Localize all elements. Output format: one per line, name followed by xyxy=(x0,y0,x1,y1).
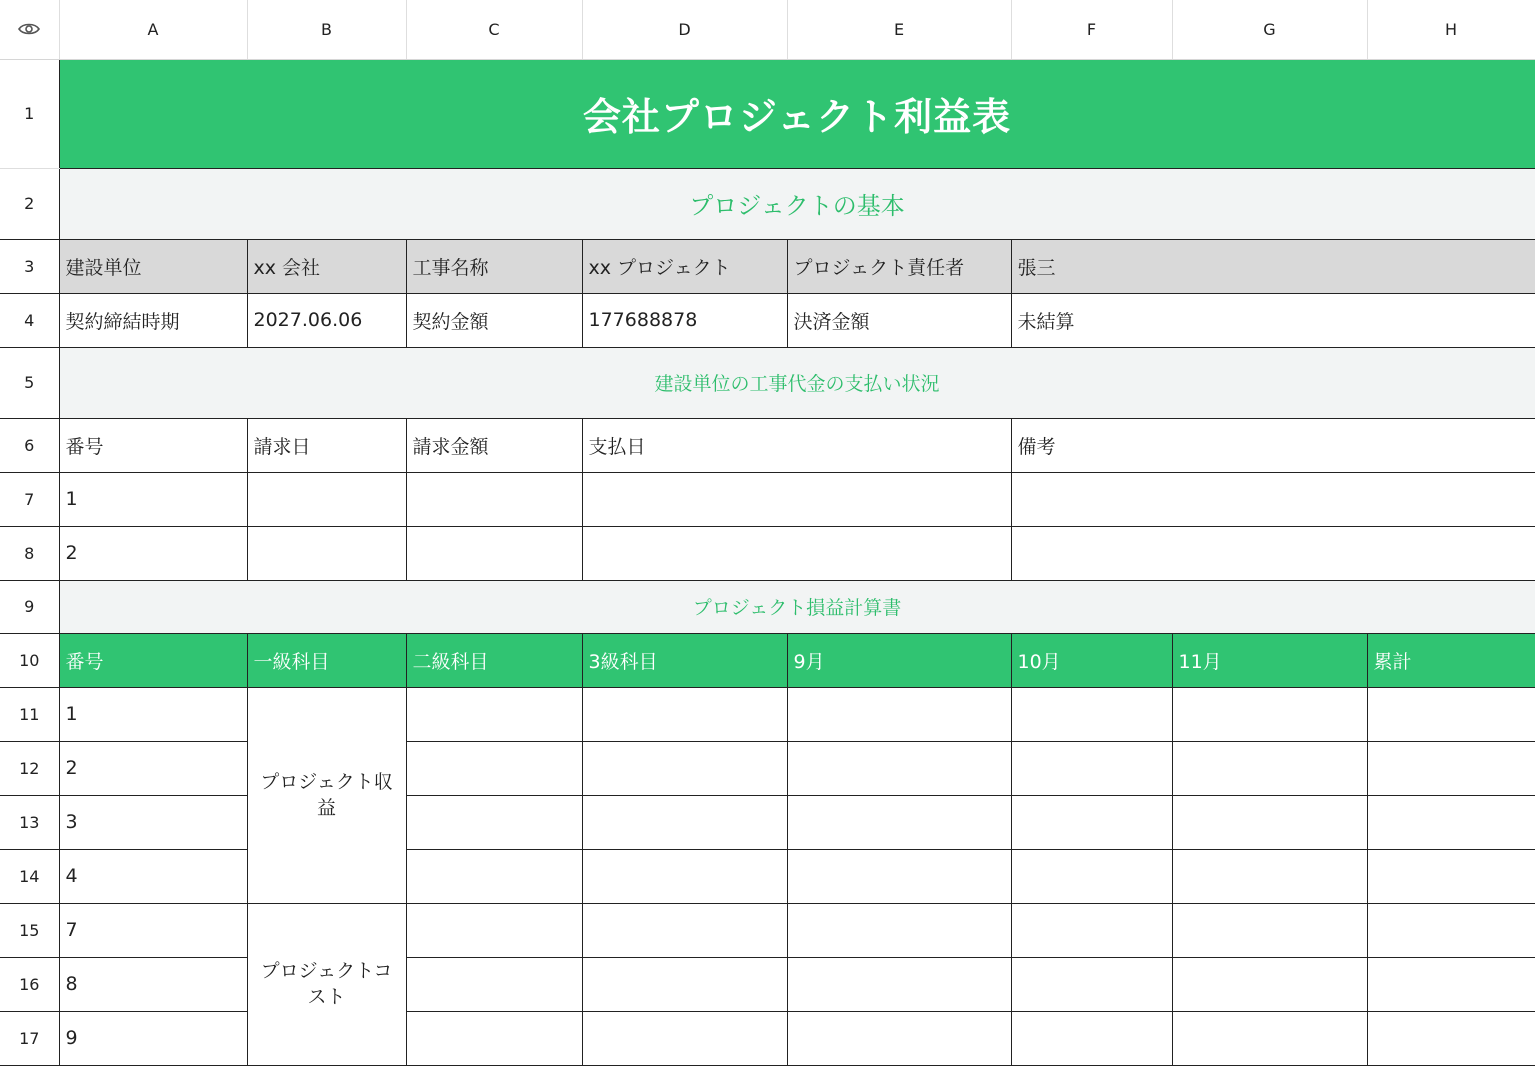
row-header-9[interactable]: 9 xyxy=(0,580,59,633)
cell-e4[interactable]: 決済金額 xyxy=(787,293,1011,347)
cell-b11-revenue[interactable]: プロジェクト収益 xyxy=(247,687,406,903)
row-header-4[interactable]: 4 xyxy=(0,293,59,347)
cell-f15[interactable] xyxy=(1011,903,1172,957)
cell-h14[interactable] xyxy=(1367,849,1535,903)
cell-a17[interactable]: 9 xyxy=(59,1011,247,1065)
cell-h11[interactable] xyxy=(1367,687,1535,741)
cell-f13[interactable] xyxy=(1011,795,1172,849)
cell-h17[interactable] xyxy=(1367,1011,1535,1065)
cell-b7[interactable] xyxy=(247,472,406,526)
cell-a16[interactable]: 8 xyxy=(59,957,247,1011)
cell-f10[interactable]: 10月 xyxy=(1011,633,1172,687)
cell-a11[interactable]: 1 xyxy=(59,687,247,741)
cell-a15[interactable]: 7 xyxy=(59,903,247,957)
row-header-10[interactable]: 10 xyxy=(0,633,59,687)
cell-e13[interactable] xyxy=(787,795,1011,849)
column-header-f[interactable]: F xyxy=(1011,0,1172,59)
cell-h12[interactable] xyxy=(1367,741,1535,795)
cell-c14[interactable] xyxy=(406,849,582,903)
cell-f17[interactable] xyxy=(1011,1011,1172,1065)
row-header-7[interactable]: 7 xyxy=(0,472,59,526)
cell-e15[interactable] xyxy=(787,903,1011,957)
cell-g10[interactable]: 11月 xyxy=(1172,633,1367,687)
cell-a13[interactable]: 3 xyxy=(59,795,247,849)
cell-h15[interactable] xyxy=(1367,903,1535,957)
cell-b3[interactable]: xx 会社 xyxy=(247,239,406,293)
cell-b10[interactable]: 一級科目 xyxy=(247,633,406,687)
column-header-a[interactable]: A xyxy=(59,0,247,59)
row-header-1[interactable]: 1 xyxy=(0,59,59,168)
cell-h13[interactable] xyxy=(1367,795,1535,849)
cell-e3[interactable]: プロジェクト責任者 xyxy=(787,239,1011,293)
column-header-h[interactable]: H xyxy=(1367,0,1535,59)
cell-g15[interactable] xyxy=(1172,903,1367,957)
row-header-17[interactable]: 17 xyxy=(0,1011,59,1065)
eye-icon xyxy=(0,21,59,37)
cell-e14[interactable] xyxy=(787,849,1011,903)
row-header-11[interactable]: 11 xyxy=(0,687,59,741)
section-title-basics[interactable]: プロジェクトの基本 xyxy=(59,168,1535,239)
cell-a7[interactable]: 1 xyxy=(59,472,247,526)
cell-c17[interactable] xyxy=(406,1011,582,1065)
cell-f16[interactable] xyxy=(1011,957,1172,1011)
cell-c3[interactable]: 工事名称 xyxy=(406,239,582,293)
cell-a4[interactable]: 契約締結時期 xyxy=(59,293,247,347)
cell-c7[interactable] xyxy=(406,472,582,526)
cell-d6[interactable]: 支払日 xyxy=(582,418,1011,472)
cell-d12[interactable] xyxy=(582,741,787,795)
row-header-6[interactable]: 6 xyxy=(0,418,59,472)
cell-c12[interactable] xyxy=(406,741,582,795)
cell-b15-cost[interactable]: プロジェクトコスト xyxy=(247,903,406,1065)
row-header-8[interactable]: 8 xyxy=(0,526,59,580)
cell-d4[interactable]: 177688878 xyxy=(582,293,787,347)
cell-d16[interactable] xyxy=(582,957,787,1011)
cell-a3[interactable]: 建設単位 xyxy=(59,239,247,293)
row-header-3[interactable]: 3 xyxy=(0,239,59,293)
cell-d3[interactable]: xx プロジェクト xyxy=(582,239,787,293)
cell-f7[interactable] xyxy=(1011,472,1535,526)
column-header-b[interactable]: B xyxy=(247,0,406,59)
cell-f11[interactable] xyxy=(1011,687,1172,741)
cell-c13[interactable] xyxy=(406,795,582,849)
cell-a14[interactable]: 4 xyxy=(59,849,247,903)
cell-c6[interactable]: 請求金額 xyxy=(406,418,582,472)
row-header-13[interactable]: 13 xyxy=(0,795,59,849)
cell-f14[interactable] xyxy=(1011,849,1172,903)
cell-c8[interactable] xyxy=(406,526,582,580)
cell-c10[interactable]: 二級科目 xyxy=(406,633,582,687)
cell-d8[interactable] xyxy=(582,526,1011,580)
sheet-title[interactable]: 会社プロジェクト利益表 xyxy=(59,59,1535,168)
cell-f6[interactable]: 備考 xyxy=(1011,418,1535,472)
cell-e17[interactable] xyxy=(787,1011,1011,1065)
row-header-16[interactable]: 16 xyxy=(0,957,59,1011)
cell-g13[interactable] xyxy=(1172,795,1367,849)
cell-g17[interactable] xyxy=(1172,1011,1367,1065)
cell-g12[interactable] xyxy=(1172,741,1367,795)
cell-g16[interactable] xyxy=(1172,957,1367,1011)
row-header-2[interactable]: 2 xyxy=(0,168,59,239)
cell-a8[interactable]: 2 xyxy=(59,526,247,580)
cell-f8[interactable] xyxy=(1011,526,1535,580)
cell-c15[interactable] xyxy=(406,903,582,957)
column-header-c[interactable]: C xyxy=(406,0,582,59)
section-title-payments[interactable]: 建設単位の工事代金の支払い状況 xyxy=(59,347,1535,418)
column-header-g[interactable]: G xyxy=(1172,0,1367,59)
cell-a10[interactable]: 番号 xyxy=(59,633,247,687)
cell-g11[interactable] xyxy=(1172,687,1367,741)
cell-d17[interactable] xyxy=(582,1011,787,1065)
cell-d13[interactable] xyxy=(582,795,787,849)
cell-d14[interactable] xyxy=(582,849,787,903)
cell-e12[interactable] xyxy=(787,741,1011,795)
row-header-15[interactable]: 15 xyxy=(0,903,59,957)
visibility-toggle[interactable] xyxy=(0,0,59,59)
cell-a12[interactable]: 2 xyxy=(59,741,247,795)
cell-e11[interactable] xyxy=(787,687,1011,741)
cell-d7[interactable] xyxy=(582,472,1011,526)
cell-d11[interactable] xyxy=(582,687,787,741)
row-header-12[interactable]: 12 xyxy=(0,741,59,795)
cell-d15[interactable] xyxy=(582,903,787,957)
cell-h10[interactable]: 累計 xyxy=(1367,633,1535,687)
section-title-pl[interactable]: プロジェクト損益計算書 xyxy=(59,580,1535,633)
cell-c16[interactable] xyxy=(406,957,582,1011)
cell-b4[interactable]: 2027.06.06 xyxy=(247,293,406,347)
cell-h16[interactable] xyxy=(1367,957,1535,1011)
row-header-5[interactable]: 5 xyxy=(0,347,59,418)
cell-g14[interactable] xyxy=(1172,849,1367,903)
column-header-e[interactable]: E xyxy=(787,0,1011,59)
cell-f12[interactable] xyxy=(1011,741,1172,795)
cell-f4[interactable]: 未結算 xyxy=(1011,293,1535,347)
cell-e10[interactable]: 9月 xyxy=(787,633,1011,687)
cell-c4[interactable]: 契約金額 xyxy=(406,293,582,347)
cell-c11[interactable] xyxy=(406,687,582,741)
cell-a6[interactable]: 番号 xyxy=(59,418,247,472)
cell-b6[interactable]: 請求日 xyxy=(247,418,406,472)
cell-e16[interactable] xyxy=(787,957,1011,1011)
cell-f3[interactable]: 張三 xyxy=(1011,239,1535,293)
row-header-14[interactable]: 14 xyxy=(0,849,59,903)
cell-b8[interactable] xyxy=(247,526,406,580)
cell-d10[interactable]: 3級科目 xyxy=(582,633,787,687)
column-header-d[interactable]: D xyxy=(582,0,787,59)
